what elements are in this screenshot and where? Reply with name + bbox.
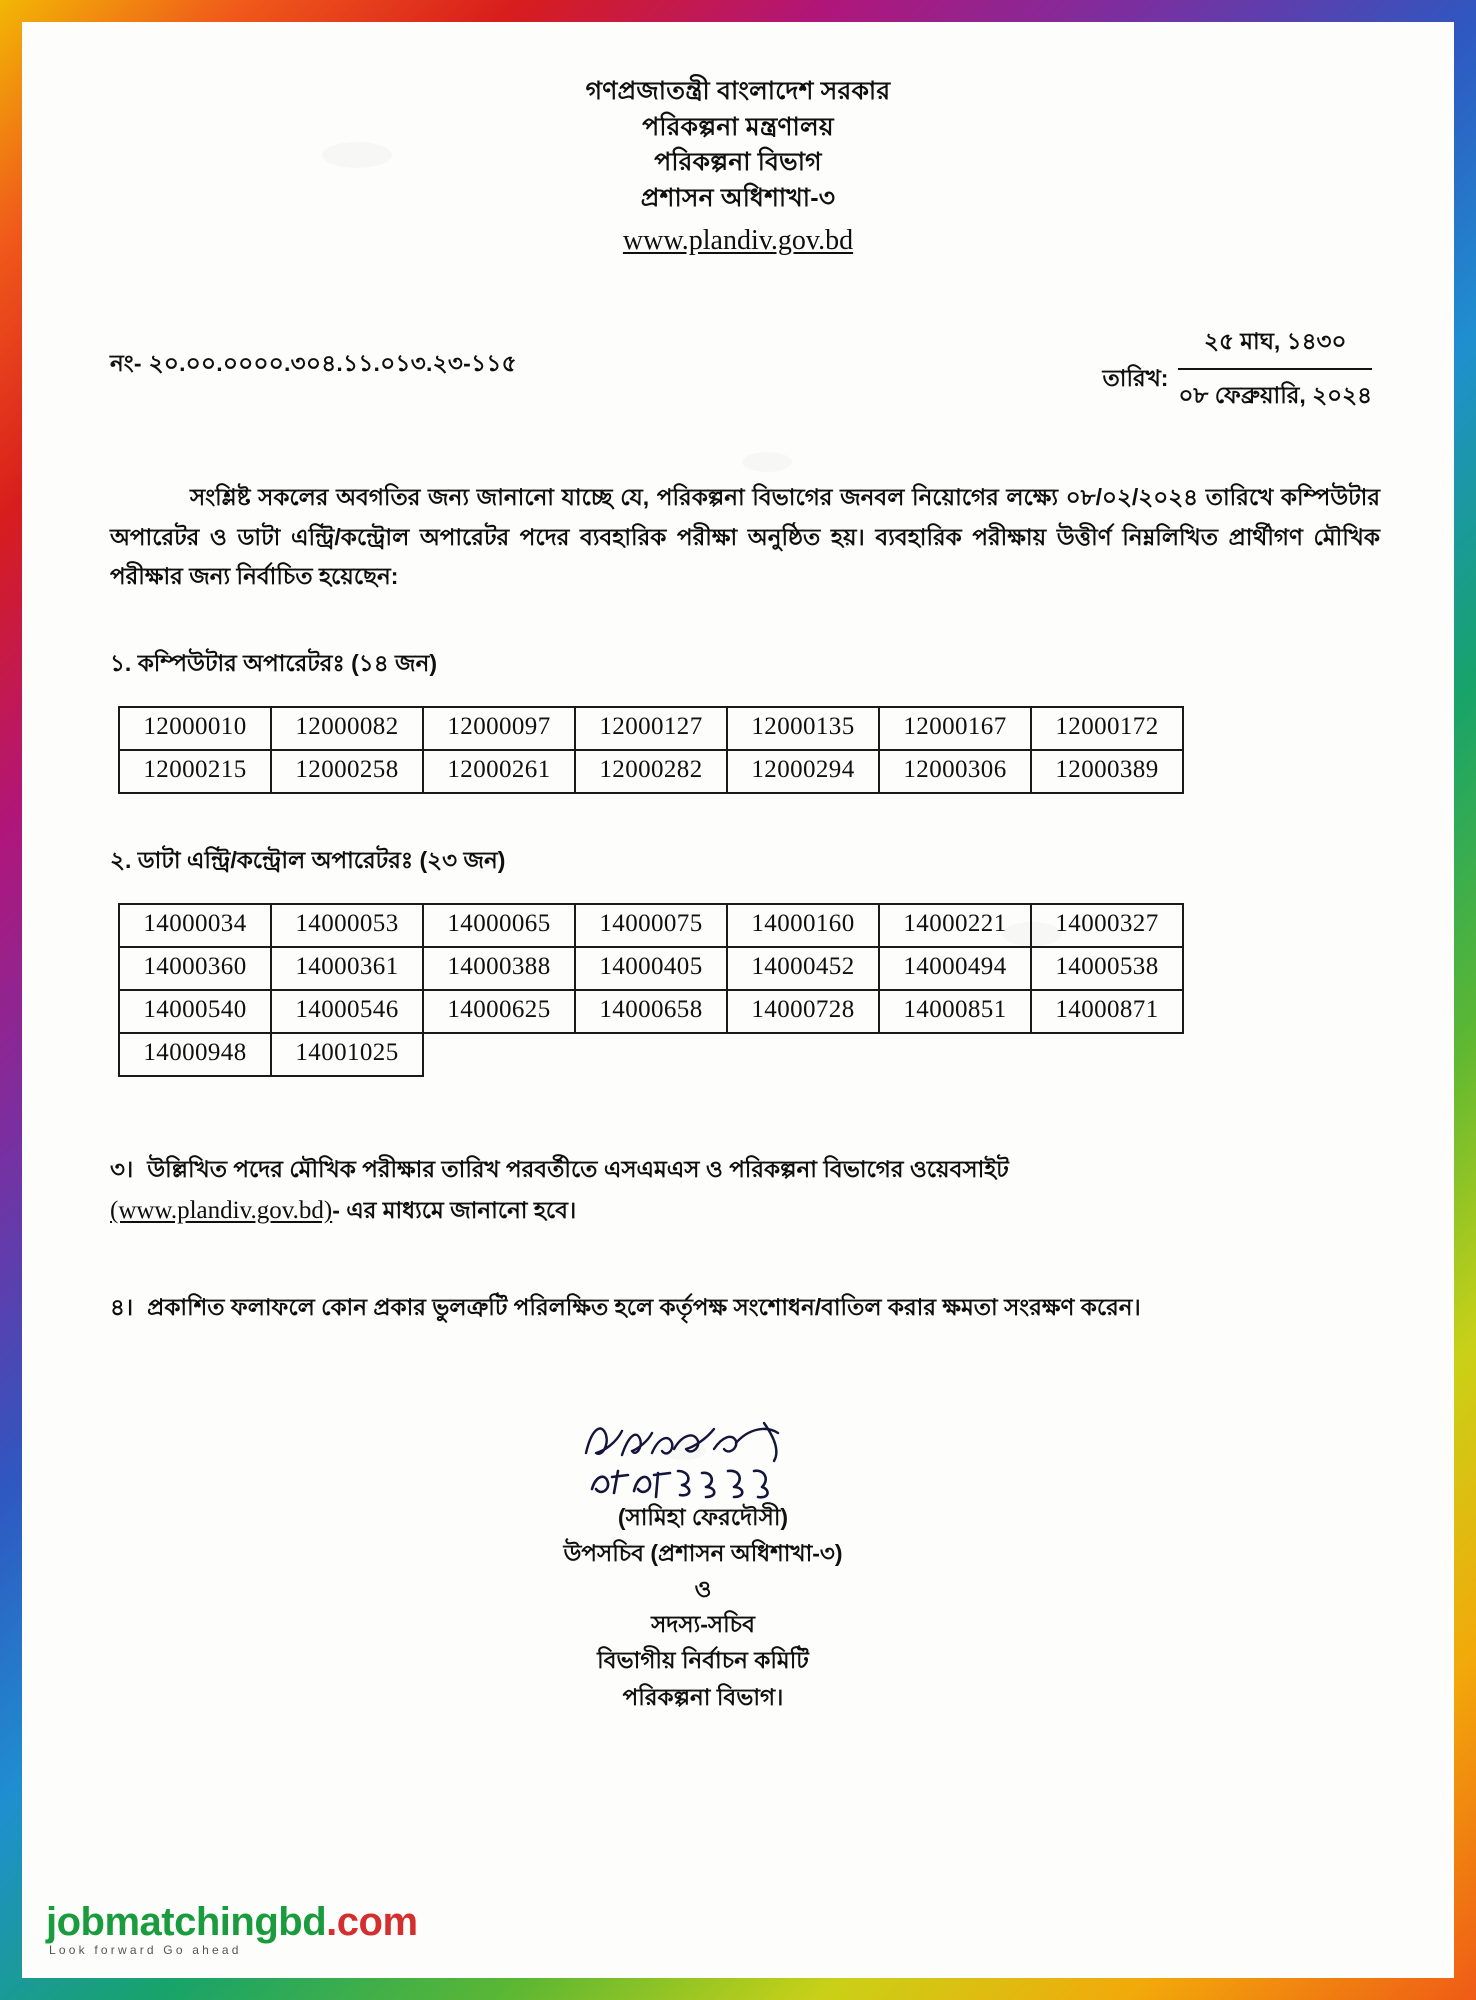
date-block bbox=[1103, 323, 1372, 416]
roll-cell: 14000658 bbox=[575, 990, 727, 1033]
roll-cell: 14000034 bbox=[119, 904, 271, 947]
roll-cell: 12000097 bbox=[423, 707, 575, 750]
signature-block bbox=[82, 1413, 1394, 1715]
roll-cell: 12000082 bbox=[271, 707, 423, 750]
watermark-dot: . bbox=[326, 1900, 337, 1944]
roll-cell: 12000135 bbox=[727, 707, 879, 750]
roll-cell: 14000948 bbox=[119, 1033, 271, 1076]
roll-cell: 14000871 bbox=[1031, 990, 1183, 1033]
roll-cell: 14000452 bbox=[727, 947, 879, 990]
clause-3-text-after: - এর মাধ্যমে জানানো হবে। bbox=[332, 1196, 577, 1223]
header-website-url[interactable]: www.plandiv.gov.bd bbox=[622, 225, 854, 256]
roll-cell-empty bbox=[575, 1033, 727, 1076]
header-line-ministry: পরিকল্পনা মন্ত্রণালয় bbox=[642, 112, 834, 141]
roll-cell: 12000306 bbox=[879, 750, 1031, 793]
clause-3 bbox=[82, 1149, 1394, 1233]
signatory-role: সদস্য-সচিব bbox=[651, 1611, 755, 1638]
signatory-name: (সামিহা ফেরদৌসী) bbox=[617, 1503, 789, 1530]
signatory-department: পরিকল্পনা বিভাগ। bbox=[622, 1683, 784, 1710]
watermark-matching: matching bbox=[104, 1900, 279, 1944]
roll-cell: 12000010 bbox=[119, 707, 271, 750]
roll-cell: 14000160 bbox=[727, 904, 879, 947]
section-title-data-entry-operator: ২. ডাটা এন্ট্রি/কন্ট্রোল অপারেটরঃ (২৩ জন) bbox=[110, 846, 506, 873]
roll-table-data-entry-operator bbox=[118, 903, 1184, 1077]
roll-cell: 14000053 bbox=[271, 904, 423, 947]
roll-cell: 14000728 bbox=[727, 990, 879, 1033]
section-title-computer-operator: ১. কম্পিউটার অপারেটরঃ (১৪ জন) bbox=[110, 649, 437, 676]
roll-cell: 14000388 bbox=[423, 947, 575, 990]
date-label: তারিখ: bbox=[1102, 365, 1169, 391]
roll-cell: 12000215 bbox=[119, 750, 271, 793]
roll-cell: 14000625 bbox=[423, 990, 575, 1033]
roll-cell: 12000294 bbox=[727, 750, 879, 793]
clause-3-url[interactable]: (www.plandiv.gov.bd) bbox=[110, 1196, 333, 1224]
roll-cell: 14000494 bbox=[879, 947, 1031, 990]
roll-cell: 14000075 bbox=[575, 904, 727, 947]
header-line-division: পরিকল্পনা বিভাগ bbox=[654, 148, 822, 176]
roll-table-computer-operator bbox=[118, 706, 1184, 794]
date-english: ০৮ ফেব্রুয়ারি, ২০২৪ bbox=[1178, 382, 1372, 408]
roll-cell-empty bbox=[423, 1033, 575, 1076]
table-row bbox=[119, 750, 1183, 793]
memo-number: নং- ২০.০০.০০০০.৩০৪.১১.০১৩.২৩-১১৫ bbox=[110, 350, 517, 376]
roll-cell: 14000540 bbox=[119, 990, 271, 1033]
site-watermark-logo bbox=[46, 1902, 418, 1956]
roll-cell: 12000261 bbox=[423, 750, 575, 793]
roll-cell: 14000361 bbox=[271, 947, 423, 990]
roll-cell: 12000282 bbox=[575, 750, 727, 793]
watermark-com: com bbox=[336, 1900, 418, 1944]
roll-cell: 14000538 bbox=[1031, 947, 1183, 990]
roll-cell: 14000360 bbox=[119, 947, 271, 990]
page-content-area bbox=[22, 22, 1454, 1978]
watermark-job: job bbox=[46, 1900, 105, 1944]
watermark-bd: bd bbox=[278, 1900, 327, 1944]
clause-4-text: প্রকাশিত ফলাফলে কোন প্রকার ভুলত্রুটি পরিলক্ষিত হলে কর্তৃপক্ষ সংশোধন/বাতিল করার ক্ষমতা সংরক্ষণ করেন। bbox=[147, 1293, 1141, 1320]
roll-cell: 12000167 bbox=[879, 707, 1031, 750]
roll-cell: 14000405 bbox=[575, 947, 727, 990]
roll-cell: 12000127 bbox=[575, 707, 727, 750]
memo-date-row bbox=[82, 323, 1394, 416]
roll-cell: 14000221 bbox=[879, 904, 1031, 947]
roll-cell: 14000065 bbox=[423, 904, 575, 947]
clause-3-text-before: উল্লিখিত পদের মৌখিক পরীক্ষার তারিখ পরবর্তীতে এসএমএস ও পরিকল্পনা বিভাগের ওয়েবসাইট bbox=[147, 1155, 1009, 1182]
roll-cell: 12000258 bbox=[271, 750, 423, 793]
signatory-designation: উপসচিব (প্রশাসন অধিশাখা-৩) bbox=[563, 1540, 843, 1567]
roll-cell: 14000546 bbox=[271, 990, 423, 1033]
table-row bbox=[119, 947, 1183, 990]
roll-cell: 14001025 bbox=[271, 1033, 423, 1076]
roll-cell: 12000389 bbox=[1031, 750, 1183, 793]
clause-4-number: ৪। bbox=[110, 1293, 134, 1320]
signatory-conjunction: ও bbox=[694, 1575, 712, 1602]
clause-4 bbox=[82, 1287, 1394, 1327]
header-line-government: গণপ্রজাতন্ত্রী বাংলাদেশ সরকার bbox=[585, 77, 891, 105]
roll-cell: 14000327 bbox=[1031, 904, 1183, 947]
table-row bbox=[119, 707, 1183, 750]
table-row bbox=[119, 1033, 1183, 1076]
handwritten-signature bbox=[578, 1413, 828, 1505]
roll-cell: 12000172 bbox=[1031, 707, 1183, 750]
roll-cell-empty bbox=[1031, 1033, 1183, 1076]
intro-paragraph: সংশ্লিষ্ট সকলের অবগতির জন্য জানানো যাচ্ছে যে, পরিকল্পনা বিভাগের জনবল নিয়োগের লক্ষ্যে ০৮/০২/২০২৪ তারিখে কম্পিউটার অপারেটর ও ডাটা এন্ট্রি/কন্ট্রোল অপারেটর পদের ব্যবহারিক পরীক্ষা অনুষ্ঠিত হয়। ব্যবহারিক পরীক্ষায় উত্তীর্ণ নিম্নলিখিত প্রার্থীগণ মৌখিক পরীক্ষার জন্য নির্বাচিত হয়েছেন: bbox=[110, 484, 1380, 590]
document-header bbox=[82, 74, 1394, 257]
header-line-section: প্রশাসন অধিশাখা-৩ bbox=[640, 183, 836, 212]
roll-cell-empty bbox=[879, 1033, 1031, 1076]
watermark-tagline: Look forward Go ahead bbox=[49, 1943, 242, 1957]
table-row bbox=[119, 990, 1183, 1033]
roll-cell: 14000851 bbox=[879, 990, 1031, 1033]
roll-cell-empty bbox=[727, 1033, 879, 1076]
clause-3-number: ৩। bbox=[110, 1155, 134, 1182]
signatory-committee: বিভাগীয় নির্বাচন কমিটি bbox=[597, 1647, 809, 1674]
table-row bbox=[119, 904, 1183, 947]
date-bangla: ২৫ মাঘ, ১৪৩০ bbox=[1178, 323, 1372, 370]
